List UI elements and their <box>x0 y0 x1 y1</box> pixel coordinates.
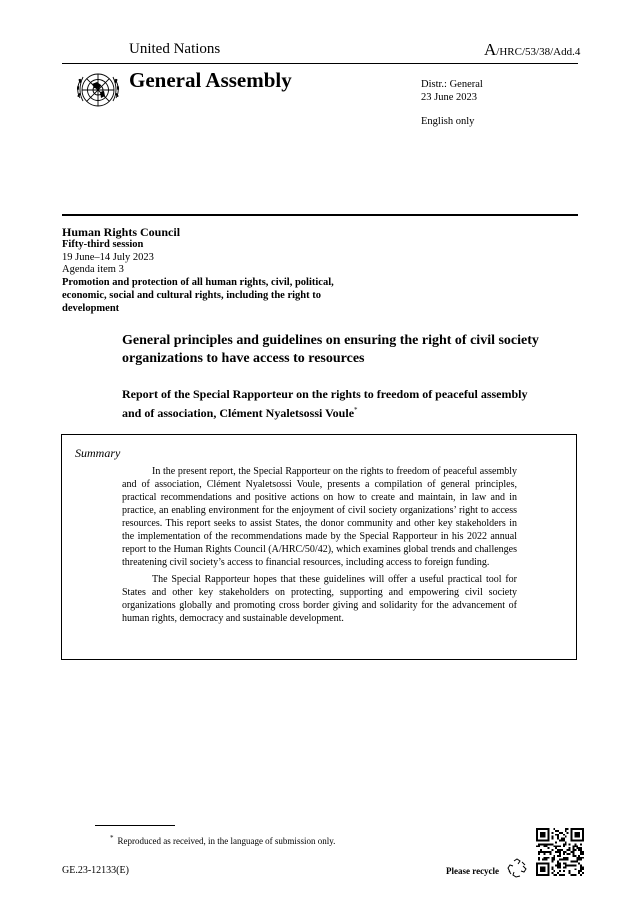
footnote <box>110 834 335 846</box>
document-symbol-prefix: A <box>484 40 497 59</box>
footnote-marker: * <box>110 834 114 842</box>
un-emblem-icon <box>73 65 123 115</box>
body-title: General Assembly <box>129 68 292 92</box>
recycle-label: Please recycle <box>446 866 500 876</box>
summary-paragraph: The Special Rapporteur hopes that these guidelines will offer a useful practical tool for States and other key stakeholders on protecting, supporting and empowering civil society organizations globally and promoting cross border giving and solidarity for the advancement of human rights, democracy and sustainable development. <box>122 574 517 624</box>
document-symbol-number: /HRC/53/38/Add.4 <box>496 46 581 58</box>
agenda-title: Promotion and protection of all human rights, civil, political, economic, social and cultural rights, including the right to development <box>62 277 334 314</box>
organization-name: United Nations <box>129 41 221 57</box>
subtitle-footnote-marker: * <box>354 406 358 414</box>
language-note: English only <box>421 116 475 127</box>
session-dates: 19 June–14 July 2023 <box>62 251 154 263</box>
meeting-block <box>62 225 362 315</box>
document-symbol <box>484 40 580 60</box>
distribution-label: Distr.: General <box>421 79 483 90</box>
subtitle-text: Report of the Special Rapporteur on the rights to freedom of peaceful assembly and of association, Clément Nyaletsossi Voule <box>122 387 528 420</box>
qr-code-icon <box>536 828 584 876</box>
document-subtitle <box>122 386 542 421</box>
footnote-text: Reproduced as received, in the language of submission only. <box>117 836 336 846</box>
footnote-rule <box>95 825 175 826</box>
session-name: Fifty-third session <box>62 239 144 250</box>
council-name: Human Rights Council <box>62 225 181 239</box>
job-number: GE.23-12133(E) <box>62 865 129 876</box>
issue-date: 23 June 2023 <box>421 92 477 103</box>
header-rule <box>62 63 578 64</box>
summary-body <box>122 465 517 629</box>
agenda-item: Agenda item 3 <box>62 264 124 276</box>
recycle-icon <box>506 857 528 879</box>
summary-paragraph: In the present report, the Special Rapporteur on the rights to freedom of peaceful assembly and of association, Clément Nyaletsossi Voule, presents a compilation of general principles, practical recommendations and positive actions on how to create and maintain, in law and in practice, an enabling environment for the enjoyment of civil society organizations’ right to access resources. This report seeks to assist States, the donor community and other key stakeholders in the implementation of the recommendations made by the Special Rapporteur in his 2022 annual report to the Human Rights Council (A/HRC/50/42), which examines global trends and challenges threatening civil society’s access to financial resources, including access to foreign funding. <box>122 466 517 568</box>
section-rule <box>62 214 578 216</box>
summary-heading: Summary <box>75 446 121 460</box>
distribution-block <box>421 78 483 104</box>
document-title: General principles and guidelines on ensuring the right of civil society organizations to have access to resources <box>122 333 539 366</box>
